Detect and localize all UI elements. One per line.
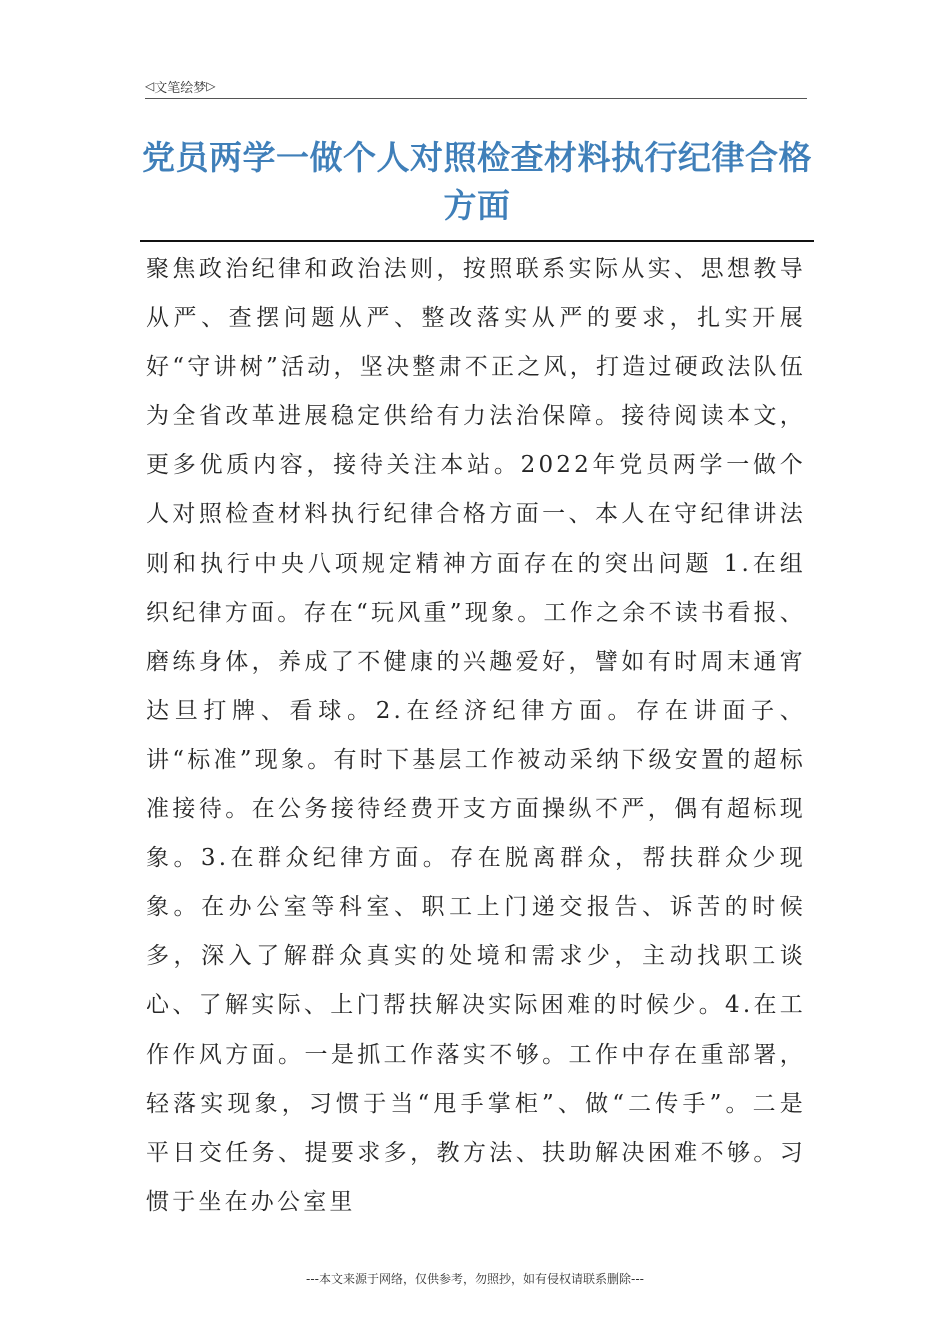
document-body: 聚焦政治纪律和政治法则，按照联系实际从实、思想教导从严、查摆问题从严、整改落实从严的要求，扎实开展好“守讲树”活动，坚决整肃不正之风，打造过硬政法队伍为全省改革进展稳定供给有力法治保障。接待阅读本文，更多优质内容，接待关注本站。2022年党员两学一做个人对照检查材料执行纪律合格方面一、本人在守纪律讲法则和执行中央八项规定精神方面存在的突出问题 1.在组织纪律方面。存在“玩风重”现象。工作之余不读书看报、磨练身体，养成了不健康的兴趣爱好，譬如有时周末通宵达旦打牌、看球。2.在经济纪律方面。存在讲面子、讲“标准”现象。有时下基层工作被动采纳下级安置的超标准接待。在公务接待经费开支方面操纵不严，偶有超标现象。3.在群众纪律方面。存在脱离群众，帮扶群众少现象。在办公室等科室、职工上门递交报告、诉苦的时候多，深入了解群众真实的处境和需求少，主动找职工谈心、了解实际、上门帮扶解决实际困难的时候少。4.在工作作风方面。一是抓工作落实不够。工作中存在重部署，轻落实现象，习惯于当“甩手掌柜”、做“二传手”。二是平日交任务、提要求多，教方法、扶助解决困难不够。习惯于坐在办公室里	[146, 256, 806, 1215]
triangle-right-icon: ▷	[206, 79, 216, 93]
triangle-left-icon: ◁	[145, 79, 155, 93]
title-divider	[140, 240, 814, 242]
page-header	[145, 74, 805, 98]
document-title: 党员两学一做个人对照检查材料执行纪律合格方面	[142, 138, 812, 225]
footer-notice: ---本文来源于网络，仅供参考，勿照抄，如有侵权请联系删除---	[306, 1272, 644, 1286]
header-divider	[145, 98, 807, 99]
header-brand: 文笔绘梦	[154, 80, 207, 96]
